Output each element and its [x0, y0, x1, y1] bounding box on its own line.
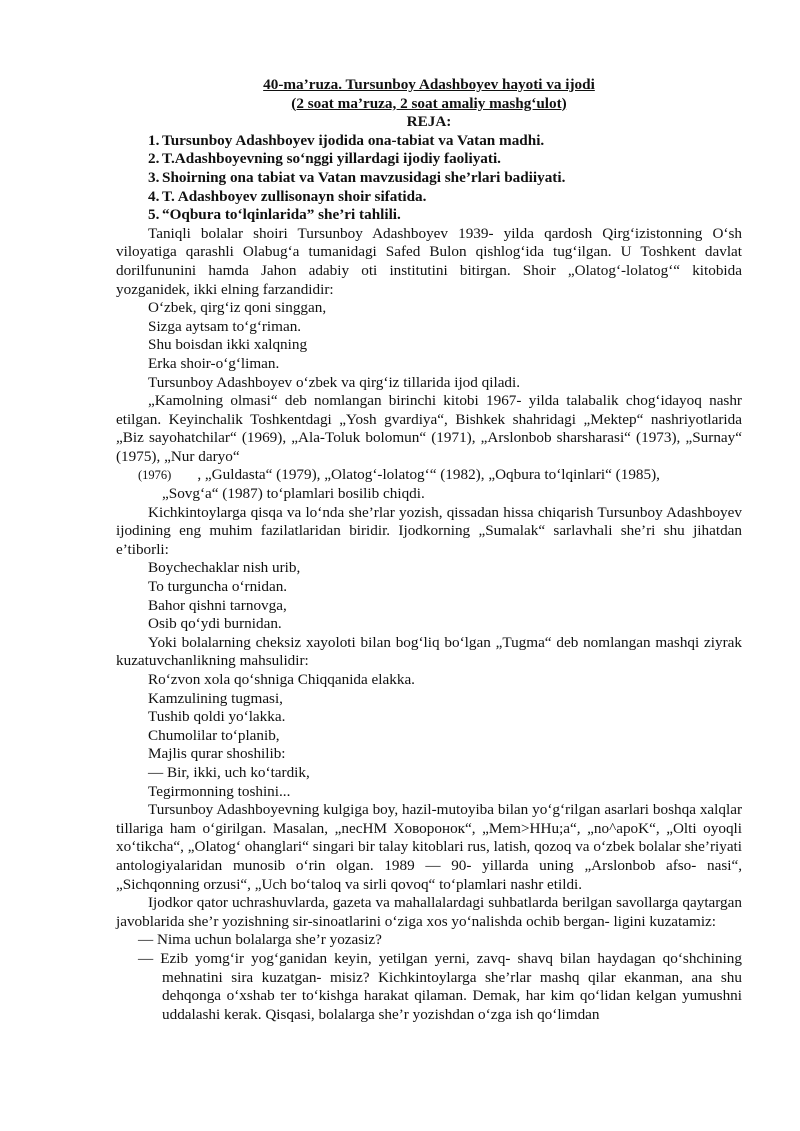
poem-line: Tushib qoldi yo‘lakka. — [148, 708, 286, 726]
poem-line: Majlis qurar shoshilib: — [148, 745, 286, 763]
poem-line: Shu boisdan ikki xalqning — [148, 336, 308, 354]
poem-line: To turguncha o‘rnidan. — [148, 578, 288, 596]
books-list-continued: , „Guldasta“ (1979), „Olatog‘-lolatog‘“ (1982), „Oqbura to‘lqinlari“ (1985), — [197, 466, 660, 484]
paragraph-intro: Taniqli bolalar shoiri Tursunboy Adashboyev 1939- yilda qardosh Qirg‘izistonning O‘sh viloyatiga qarashli Olabug‘a tumanidagi Safed Bulon qishlog‘ida tug‘ilgan. U Toshkent davlat dorilfununini hamda Jahon adabiy oti institutini bitirgan. Shoir „Olatog‘-lolatog‘“ kitobida yozganidek, ikki elning farzandidir: — [116, 224, 742, 298]
plan-item-number: 5. — [148, 206, 160, 224]
paragraph-translations: Tursunboy Adashboyevning kulgiga boy, hazil-mutoyiba bilan yo‘g‘rilgan asarlari boshqa xalqlar tillariga ham o‘girilgan. Masalan, „necHM Xоворонок“, „Mem>HHu;a“, „no^apoK“, „Olti oyoqli xo‘tikcha“, „Olatog‘ ohanglari“ singari bir talay kitoblari rus, latish, qozoq va o‘zbek bolalar she’riyati antologiyalaridan munosib o‘rin olgan. 1989 — 90- yillarda uning „Arslonbob afso- nasi“, „Sichqonning orzusi“, „Uch bo‘taloq va sirli qovoq“ to‘plamlari nashr etildi. — [116, 801, 742, 893]
plan-item-number: 3. — [148, 168, 160, 186]
poem-line: Kamzulining tugmasi, — [148, 689, 283, 707]
plan-item — [116, 132, 742, 151]
lecture-title: 40-ma’ruza. Tursunboy Adashboyev hayoti va ijodi — [263, 76, 595, 93]
plan-list — [116, 132, 742, 225]
poem-line: Osib qo‘ydi burnidan. — [148, 615, 282, 633]
dialogue-question: — Nima uchun bolalarga she’r yozasiz? — [138, 931, 382, 949]
plan-item-number: 1. — [148, 131, 160, 149]
plan-item — [116, 206, 742, 225]
poem-line: Erka shoir-o‘g‘liman. — [148, 354, 280, 372]
plan-item-text: Shoirning ona tabiat va Vatan mavzusidagi she’rlari badiiyati. — [162, 168, 566, 186]
plan-item-number: 2. — [148, 150, 160, 168]
poem-excerpt-tugma — [116, 671, 742, 801]
poem-excerpt-1 — [116, 299, 742, 373]
plan-item-text: Tursunboy Adashboyev ijodida ona-tabiat va Vatan madhi. — [162, 131, 545, 149]
poem-line: Boychechaklar nish urib, — [148, 559, 301, 577]
poem-line: Bahor qishni tarnovga, — [148, 596, 287, 614]
plan-heading: REJA: — [406, 113, 452, 131]
plan-item — [116, 169, 742, 188]
paragraph-style: Kichkintoylarga qisqa va lo‘nda she’rlar yozish, qissadan hissa chiqarish Tursunboy Adashboyev ijodining eng muhim fazilatlaridan biridir. Ijodkorning „Sumalak“ sarlavhali she’ri shu jihatdan e’tiborli: — [116, 503, 742, 558]
lecture-subtitle: (2 soat ma’ruza, 2 soat amaliy mashg‘ulot) — [291, 94, 567, 112]
poem-line: Ro‘zvon xola qo‘shniga Chiqqanida elakka. — [148, 671, 415, 688]
poem-line: O‘zbek, qirg‘iz qoni singgan, — [148, 299, 327, 317]
paragraph-books-continued — [116, 466, 742, 485]
books-list-end: „Sovg‘a“ (1987) to‘plamlari bosilib chiqdi. — [162, 485, 425, 503]
plan-item-text: T. Adashboyev zullisonayn shoir sifatida. — [162, 187, 427, 205]
paragraph-interviews: Ijodkor qator uchrashuvlarda, gazeta va mahallalardagi suhbatlarda berilgan savollarga qaytargan javoblarida she’r yozishning sir-sinoatlarini o‘ziga xos yo‘nalishda ochib bergan- ligini kuzatamiz: — [116, 894, 742, 930]
paragraph-books: „Kamolning olmasi“ deb nomlangan birinchi kitobi 1967- yilda talabalik chog‘idayoq nashr etilgan. Keyinchalik Toshkentdagi „Yosh gvardiya“, Bishkek shahridagi „Mektep“ nashriyotlarida „Biz sayohatchilar“ (1969), „Ala-Toluk bolomun“ (1971), „Arslonbob sharsharasi“ (1973), „Surnay“ (1975), „Nur daryo“ — [116, 392, 742, 465]
dialogue-answer: — Ezib yomg‘ir yog‘ganidan keyin, yetilgan yerni, zavq- shavq bilan haydagan qo‘shchining mehnatini sira kuzatgan- misiz? Kichkintoylarga she’rlar mashq qilar ekanman, ana shu dehqonga o‘xshab ter to‘kishga harakat qilaman. Demak, har kim qo‘lidan kelgan yumushni uddalashi kerak. Qisqasi, bolalarga she’r yozishdan o‘zga ish qo‘limdan — [138, 949, 742, 1023]
plan-item — [116, 188, 742, 207]
plan-item-number: 4. — [148, 187, 160, 205]
paragraph-languages: Tursunboy Adashboyev o‘zbek va qirg‘iz tillarida ijod qiladi. — [148, 373, 521, 391]
paragraph-tugma: Yoki bolalarning cheksiz xayoloti bilan bog‘liq bo‘lgan „Tugma“ deb nomlangan mashqi ziyrak kuzatuvchanlikning mahsulidir: — [116, 633, 742, 670]
poem-line: — Bir, ikki, uch ko‘tardik, — [148, 763, 310, 781]
poem-line: Tegirmonning toshini... — [148, 782, 291, 800]
year-note: (1976) — [138, 468, 172, 483]
document-page — [116, 76, 742, 1024]
plan-item-text: T.Adashboyevning so‘nggi yillardagi ijodiy faoliyati. — [162, 150, 501, 168]
poem-line: Chumolilar to‘planib, — [148, 726, 280, 744]
plan-item — [116, 150, 742, 169]
plan-item-text: “Oqbura to‘lqinlarida” she’ri tahlili. — [162, 206, 401, 224]
poem-excerpt-sumalak — [116, 559, 742, 633]
poem-line: Sizga aytsam to‘g‘riman. — [148, 317, 302, 335]
